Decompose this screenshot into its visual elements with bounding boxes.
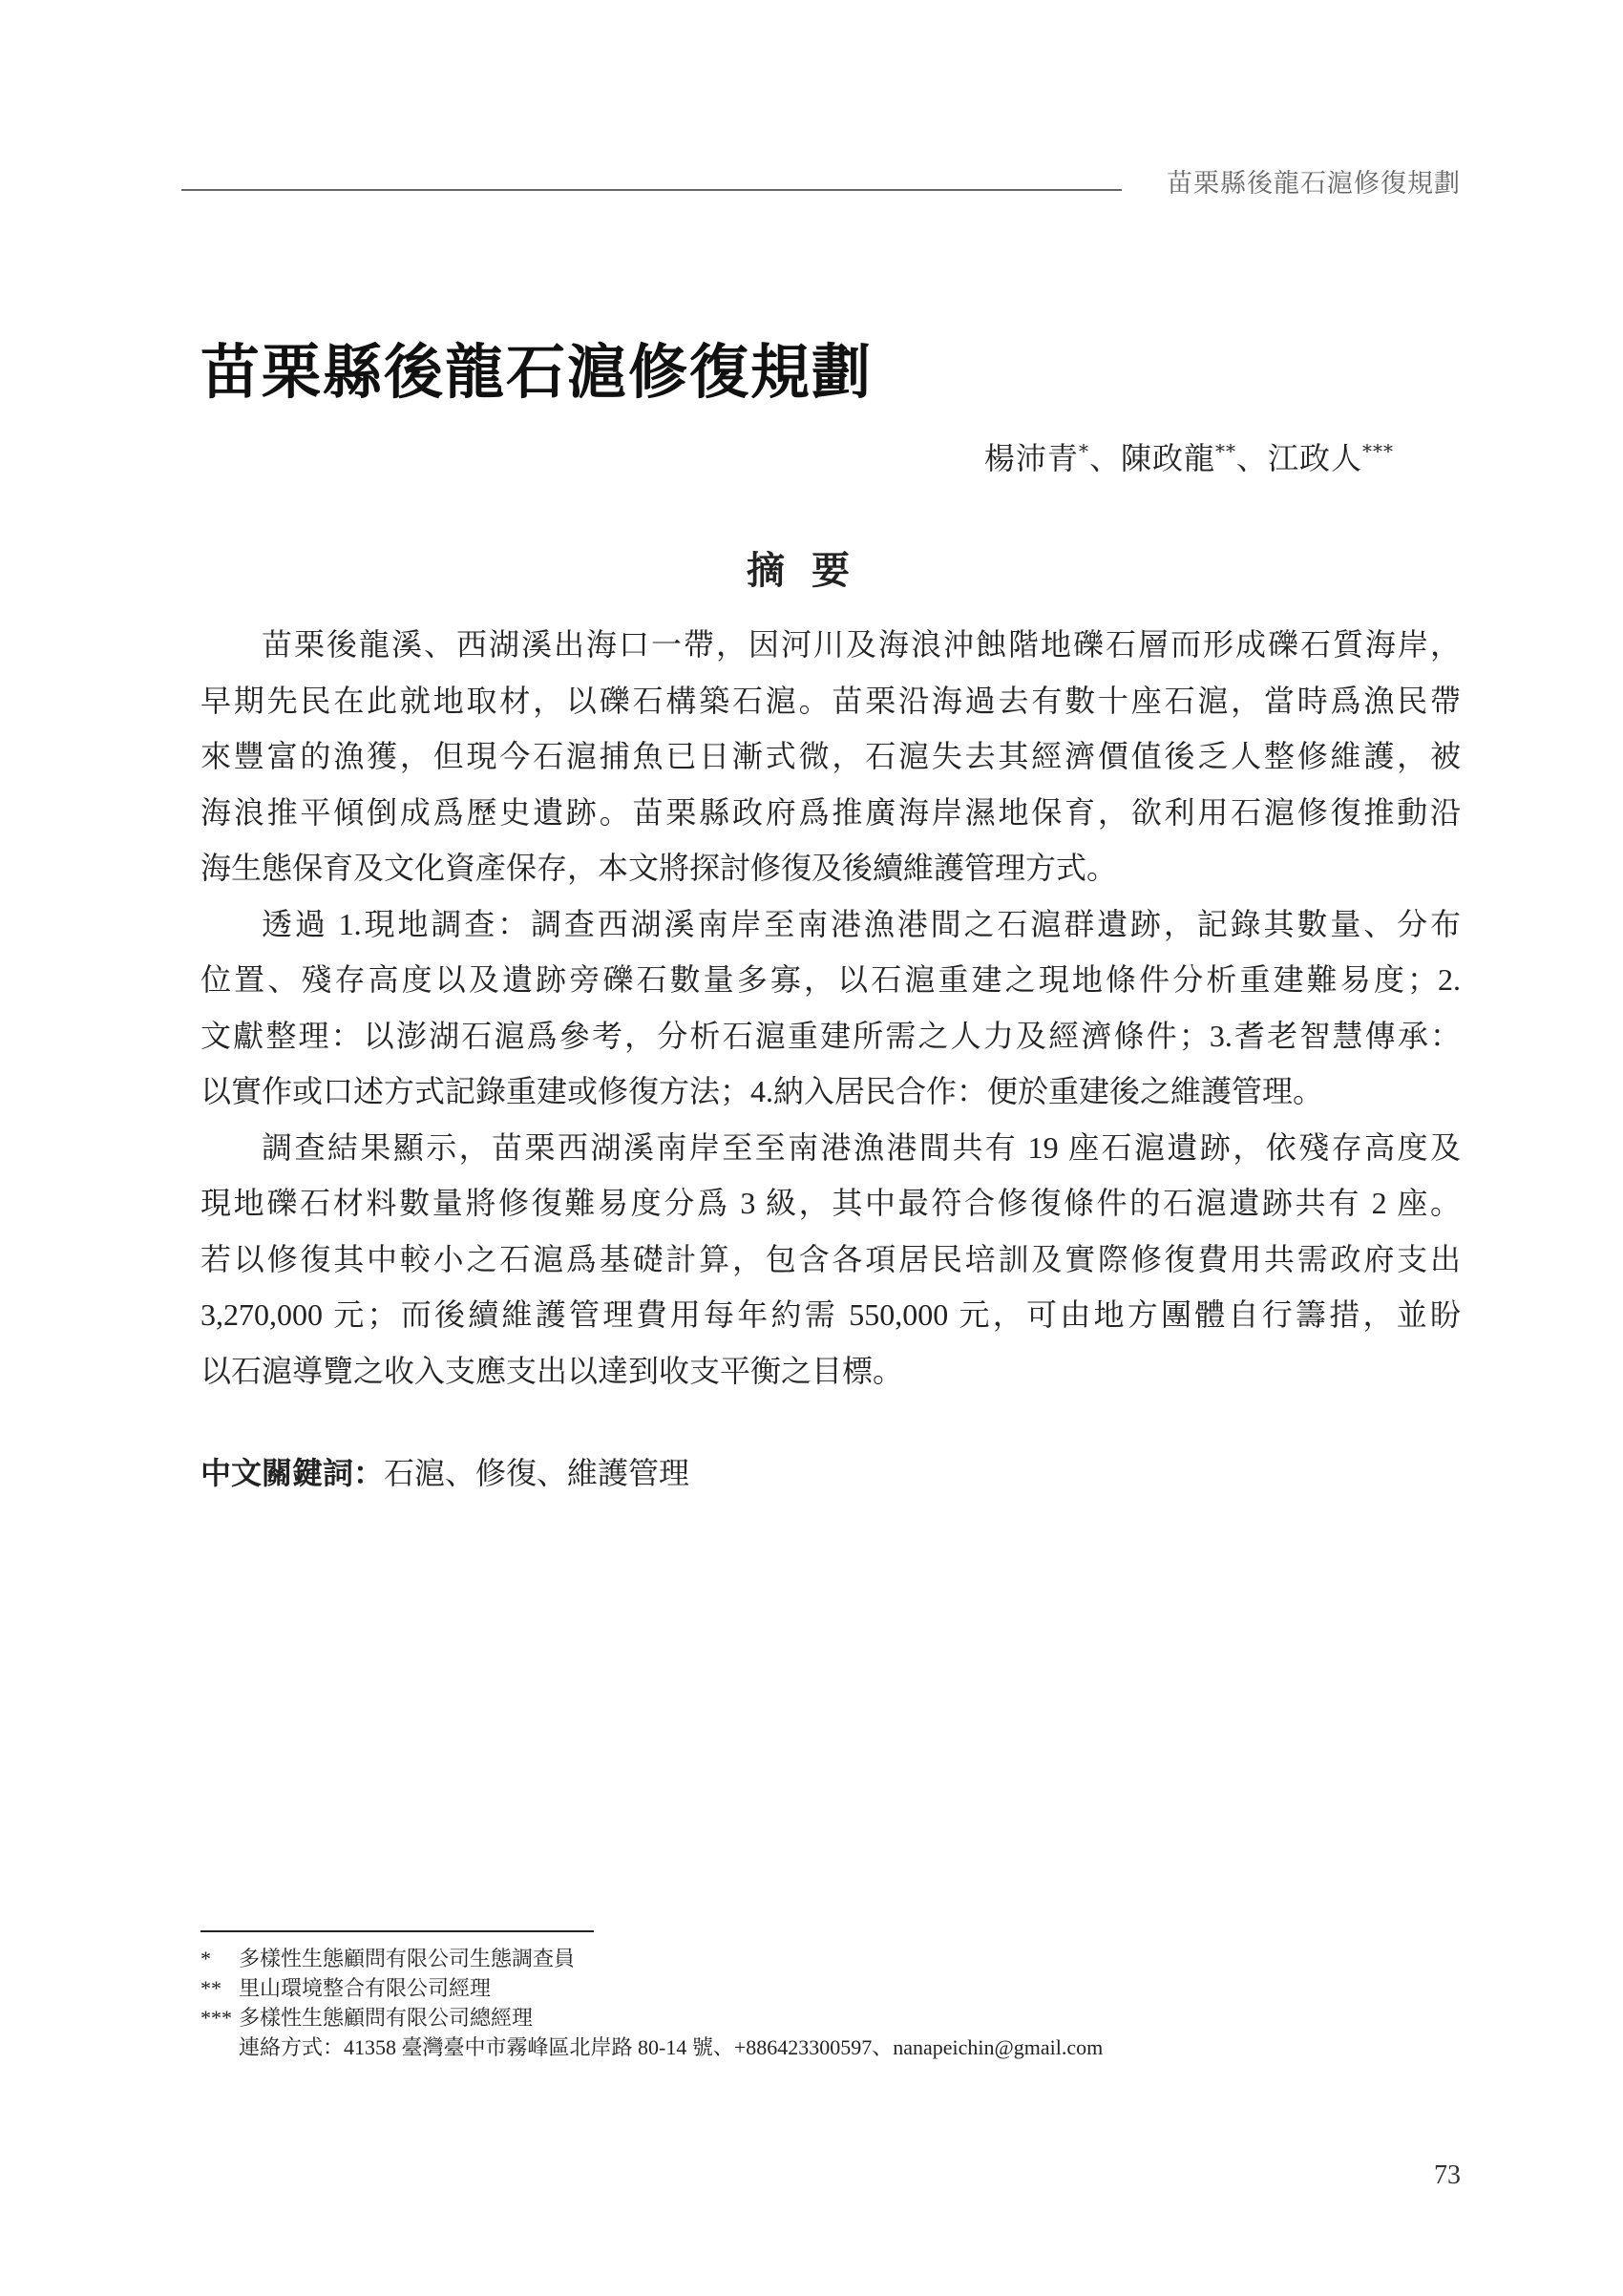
paragraph-line: 透過 1.現地調查：調查西湖溪南岸至南港漁港間之石滬群遺跡，記錄其數量、分布 bbox=[262, 906, 1461, 941]
author-list bbox=[984, 434, 1394, 478]
contact-text: 連絡方式：41358 臺灣臺中市霧峰區北岸路 80-14 號、+886423300597、nanapeichin@gmail.com bbox=[239, 2035, 1104, 2059]
footnote-mark: * bbox=[200, 1947, 211, 1970]
paragraph-line: 若以修復其中較小之石滬爲基礎計算，包含各項居民培訓及實際修復費用共需政府支出 bbox=[200, 1241, 1461, 1276]
paragraph-line: 早期先民在此就地取材，以礫石構築石滬。苗栗沿海過去有數十座石滬，當時爲漁民帶 bbox=[200, 683, 1461, 718]
paragraph-line: 來豐富的漁獲，但現今石滬捕魚已日漸式微，石滬失去其經濟價值後乏人整修維護，被 bbox=[200, 739, 1461, 773]
paragraph-line: 文獻整理：以澎湖石滬爲參考，分析石滬重建所需之人力及經濟條件；3.耆老智慧傳承： bbox=[200, 1018, 1461, 1053]
author-name: 陳政龍 bbox=[1120, 440, 1215, 476]
author-name: 江政人 bbox=[1267, 440, 1362, 476]
author-separator: 、 bbox=[1235, 440, 1268, 476]
author-name: 楊沛青 bbox=[983, 440, 1079, 476]
keywords-value: 石滬、修復、維護管理 bbox=[384, 1456, 690, 1490]
footnote-contact bbox=[200, 2033, 1103, 2062]
footnote bbox=[200, 1973, 1103, 2003]
footnote bbox=[200, 1944, 1103, 1973]
paragraph-line: 現地礫石材料數量將修復難易度分爲 3 級，其中最符合修復條件的石滬遺跡共有 2 座。 bbox=[200, 1186, 1461, 1220]
footnote-mark: *** bbox=[200, 2006, 232, 2030]
running-head bbox=[181, 158, 1461, 197]
paragraph-line: 海浪推平傾倒成爲歷史遺跡。苗栗縣政府爲推廣海岸濕地保育，欲利用石滬修復推動沿 bbox=[200, 794, 1461, 830]
footnote-text: 多樣性生態顧問有限公司總經理 bbox=[239, 2006, 534, 2030]
footnote-text: 里山環境整合有限公司經理 bbox=[239, 1976, 492, 2000]
abstract-heading: 摘要 bbox=[747, 548, 876, 593]
footnote-mark: ** bbox=[200, 1976, 221, 2000]
paragraph-line: 海生態保育及文化資產保存，本文將探討修復及後續維護管理方式。 bbox=[200, 851, 1118, 885]
paragraph-line: 位置、殘存高度以及遺跡旁礫石數量多寡，以石滬重建之現地條件分析重建難易度；2. bbox=[200, 962, 1461, 997]
article-title: 苗栗縣後龍石滬修復規劃 bbox=[200, 337, 874, 407]
paragraph-line: 3,270,000 元；而後續維護管理費用每年約需 550,000 元，可由地方團體自行籌措，並盼 bbox=[200, 1297, 1461, 1332]
running-head-title: 苗栗縣後龍石滬修復規劃 bbox=[1167, 169, 1461, 199]
paragraph-line: 以石滬導覽之收入支應支出以達到收支平衡之目標。 bbox=[200, 1353, 904, 1388]
author-mark: *** bbox=[1362, 439, 1394, 463]
author-mark: ** bbox=[1214, 439, 1236, 463]
paragraph-line: 苗栗後龍溪、西湖溪出海口一帶，因河川及海浪沖蝕階地礫石層而形成礫石質海岸， bbox=[262, 627, 1461, 662]
author-separator: 、 bbox=[1088, 440, 1121, 476]
footnote bbox=[200, 2003, 1103, 2033]
footnotes bbox=[200, 1944, 1103, 2062]
footnote-text: 多樣性生態顧問有限公司生態調查員 bbox=[239, 1947, 576, 1970]
keywords bbox=[200, 1449, 689, 1493]
paragraph-line: 調查結果顯示，苗栗西湖溪南岸至至南港漁港間共有 19 座石滬遺跡，依殘存高度及 bbox=[262, 1129, 1461, 1165]
author-mark: * bbox=[1078, 439, 1089, 463]
header-rule bbox=[181, 189, 1122, 191]
paragraph-line: 以實作或口述方式記錄重建或修復方法；4.納入居民合作：便於重建後之維護管理。 bbox=[200, 1074, 1324, 1108]
footnote-rule bbox=[200, 1930, 594, 1932]
abstract-body bbox=[200, 617, 1461, 1399]
keywords-label: 中文關鍵詞： bbox=[200, 1456, 385, 1490]
page-number: 73 bbox=[1434, 2160, 1461, 2190]
